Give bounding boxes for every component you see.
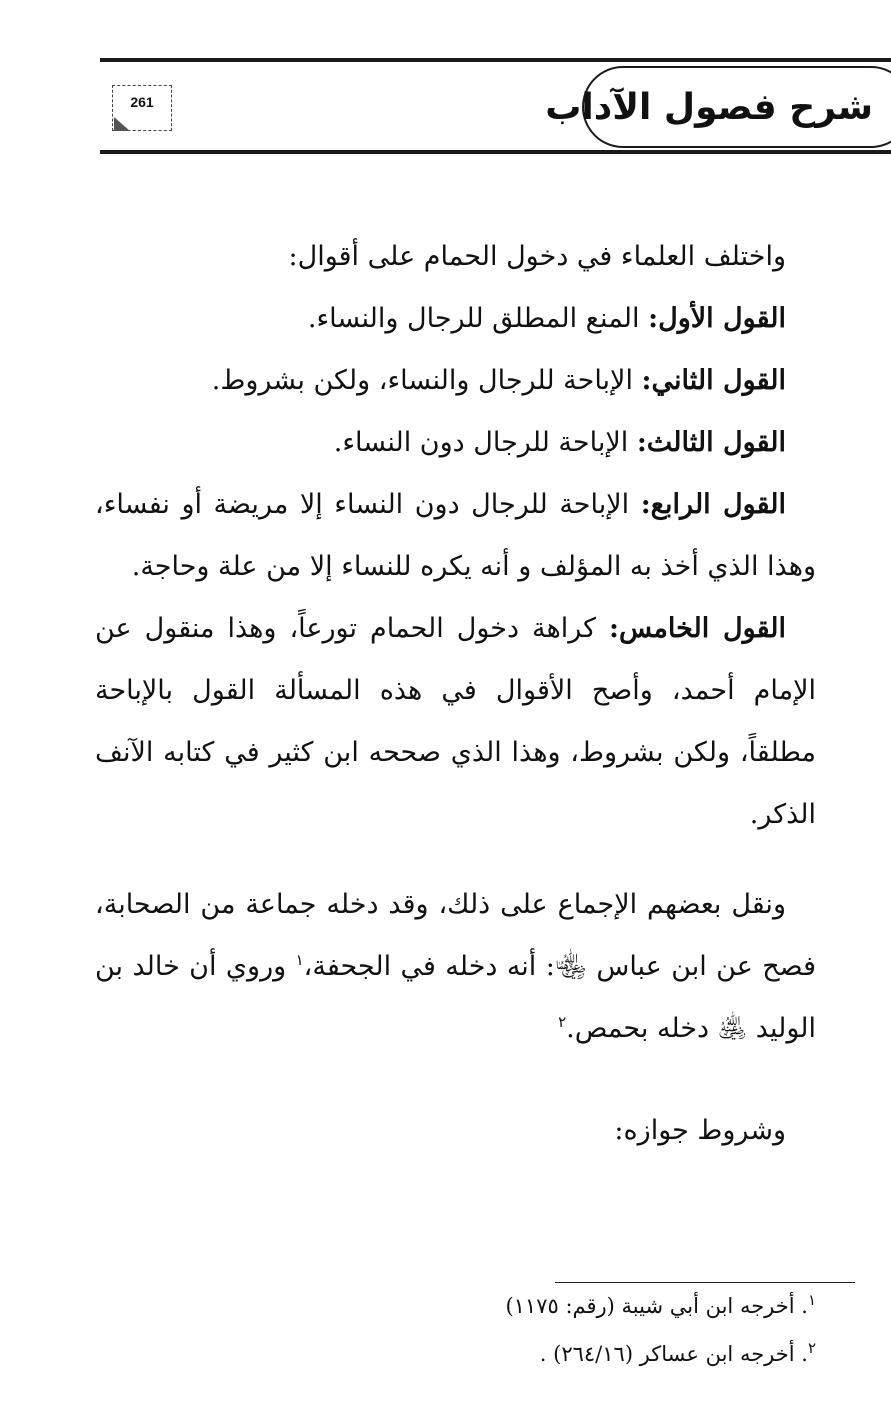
page-number: 261 bbox=[130, 94, 154, 110]
opinion-2 bbox=[95, 350, 816, 412]
intro-paragraph: واختلف العلماء في دخول الحمام على أقوال: bbox=[288, 241, 786, 272]
header-rule-bottom bbox=[100, 150, 891, 154]
opinion-2-label: القول الثاني: bbox=[641, 365, 786, 396]
opinion-4-label: القول الرابع: bbox=[640, 489, 786, 520]
consensus-paragraph bbox=[95, 874, 816, 1060]
footnote-ref-1[interactable]: ١ bbox=[295, 951, 304, 969]
footnote-2-text: . أخرجه ابن عساكر (٢٦٤/١٦) . bbox=[539, 1342, 808, 1366]
footnote-2 bbox=[316, 1330, 816, 1378]
footnote-1 bbox=[316, 1282, 816, 1330]
consensus-text-b: وروي أن خالد بن الوليد ﵁ دخله بحمص. bbox=[95, 951, 816, 1044]
opinion-3-label: القول الثالث: bbox=[636, 427, 786, 458]
opinion-3-text: الإباحة للرجال دون النساء. bbox=[333, 427, 637, 458]
main-text bbox=[95, 226, 816, 1162]
opinion-1-text: المنع المطلق للرجال والنساء. bbox=[307, 303, 649, 334]
opinion-4 bbox=[95, 474, 816, 598]
footnote-1-text: . أخرجه ابن أبي شيبة (رقم: ١١٧٥) bbox=[505, 1294, 808, 1318]
opinion-2-text: الإباحة للرجال والنساء، ولكن بشروط. bbox=[211, 365, 642, 396]
footnote-ref-2[interactable]: ٢ bbox=[558, 1013, 567, 1031]
opinion-5 bbox=[95, 598, 816, 846]
opinion-5-label: القول الخامس: bbox=[608, 613, 786, 644]
consensus-text-a: ونقل بعضهم الإجماع على ذلك، وقد دخله جماعة من الصحابة، فصح عن ابن عباس ﵄: أنه دخله في الجحفة، bbox=[95, 889, 816, 982]
footnote-1-marker: ١ bbox=[807, 1291, 816, 1309]
running-title: شرح فصول الآداب bbox=[545, 87, 873, 128]
opinion-3 bbox=[95, 412, 816, 474]
page-curl-icon bbox=[114, 117, 130, 131]
footnotes bbox=[316, 1282, 816, 1378]
conditions-heading: وشروط جوازه: bbox=[614, 1115, 786, 1146]
header-rule-top bbox=[100, 58, 891, 62]
opinion-5-text: كراهة دخول الحمام تورعاً، وهذا منقول عن الإمام أحمد، وأصح الأقوال في هذه المسألة القول بالإباحة مطلقاً، ولكن بشروط، وهذا الذي صححه ابن كثير في كتابه الآنف الذكر. bbox=[95, 613, 816, 830]
opinion-4-text: الإباحة للرجال دون النساء إلا مريضة أو نفساء، وهذا الذي أخذ به المؤلف و أنه يكره للنساء إلا من علة وحاجة. bbox=[95, 489, 816, 582]
opinion-1-label: القول الأول: bbox=[648, 303, 786, 334]
opinion-1 bbox=[95, 288, 816, 350]
footnote-2-marker: ٢ bbox=[807, 1339, 816, 1357]
